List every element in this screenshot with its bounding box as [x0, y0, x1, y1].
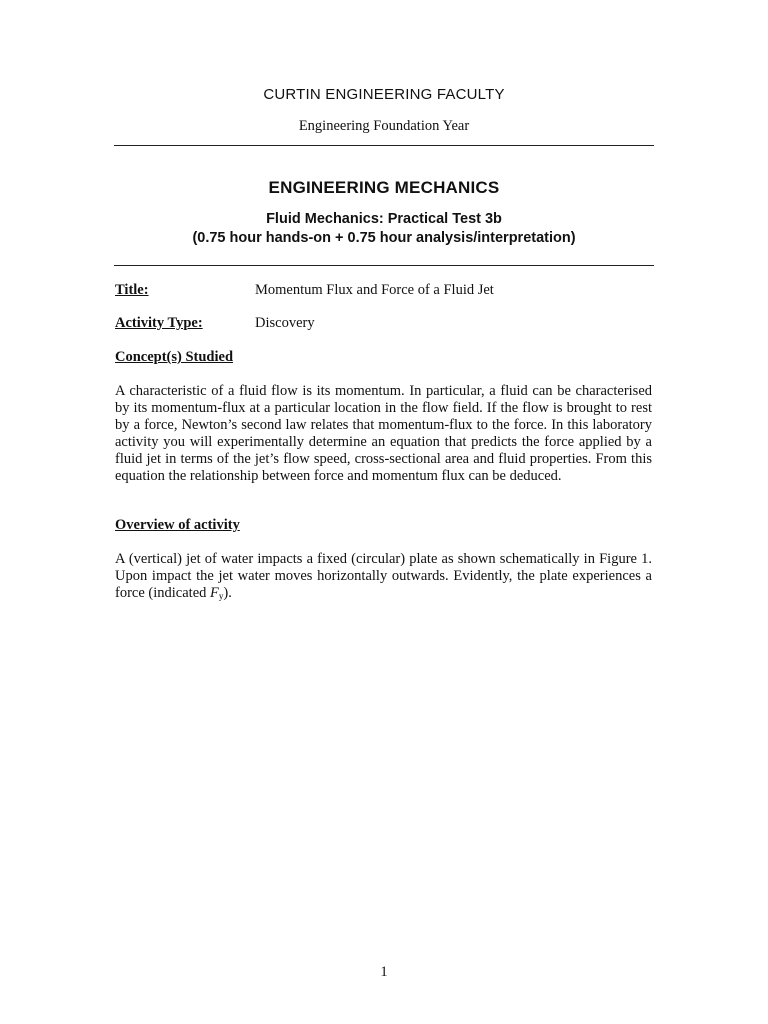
overview-text-end: ). [223, 585, 232, 602]
overview-paragraph [115, 551, 652, 605]
overview-heading: Overview of activity [115, 517, 240, 533]
force-symbol: F [210, 585, 219, 602]
concepts-paragraph [115, 383, 652, 486]
concepts-heading: Concept(s) Studied [115, 349, 234, 365]
test-title: Fluid Mechanics: Practical Test 3b [266, 211, 502, 227]
title-value: Momentum Flux and Force of a Fluid Jet [255, 282, 494, 298]
header-divider [114, 265, 654, 266]
force-symbol-subscript: y [218, 591, 224, 602]
course-title: ENGINEERING MECHANICS [268, 178, 500, 197]
faculty-heading: CURTIN ENGINEERING FACULTY [263, 86, 505, 103]
title-label: Title: [115, 282, 149, 298]
activity-type-value: Discovery [255, 315, 315, 331]
program-subheading: Engineering Foundation Year [298, 118, 470, 134]
concepts-text: A characteristic of a fluid flow is its momentum. In particular, a fluid can be characterised by its momentum-flux at a particular location in the flow field. If the flow is brought to rest by a force, Newton’s second law relates that momentum-flux to the force. In this laboratory activity you will experimentally determine an equation that predicts the force applied by a fluid jet in terms of the jet’s flow speed, cross-sectional area and fluid properties. From this equation the relationship between force and momentum flux can be deduced. [115, 383, 652, 485]
top-divider [114, 145, 654, 146]
overview-text-main: A (vertical) jet of water impacts a fixed (circular) plate as shown schematically in Figure 1. Upon impact the jet water moves horizontally outwards. Evidently, the plate experiences a force (indicated [115, 551, 652, 602]
test-duration: (0.75 hour hands-on + 0.75 hour analysis/interpretation) [192, 230, 576, 246]
overview-text [115, 551, 652, 605]
page-number: 1 [380, 964, 388, 980]
activity-type-label: Activity Type: [115, 315, 203, 331]
